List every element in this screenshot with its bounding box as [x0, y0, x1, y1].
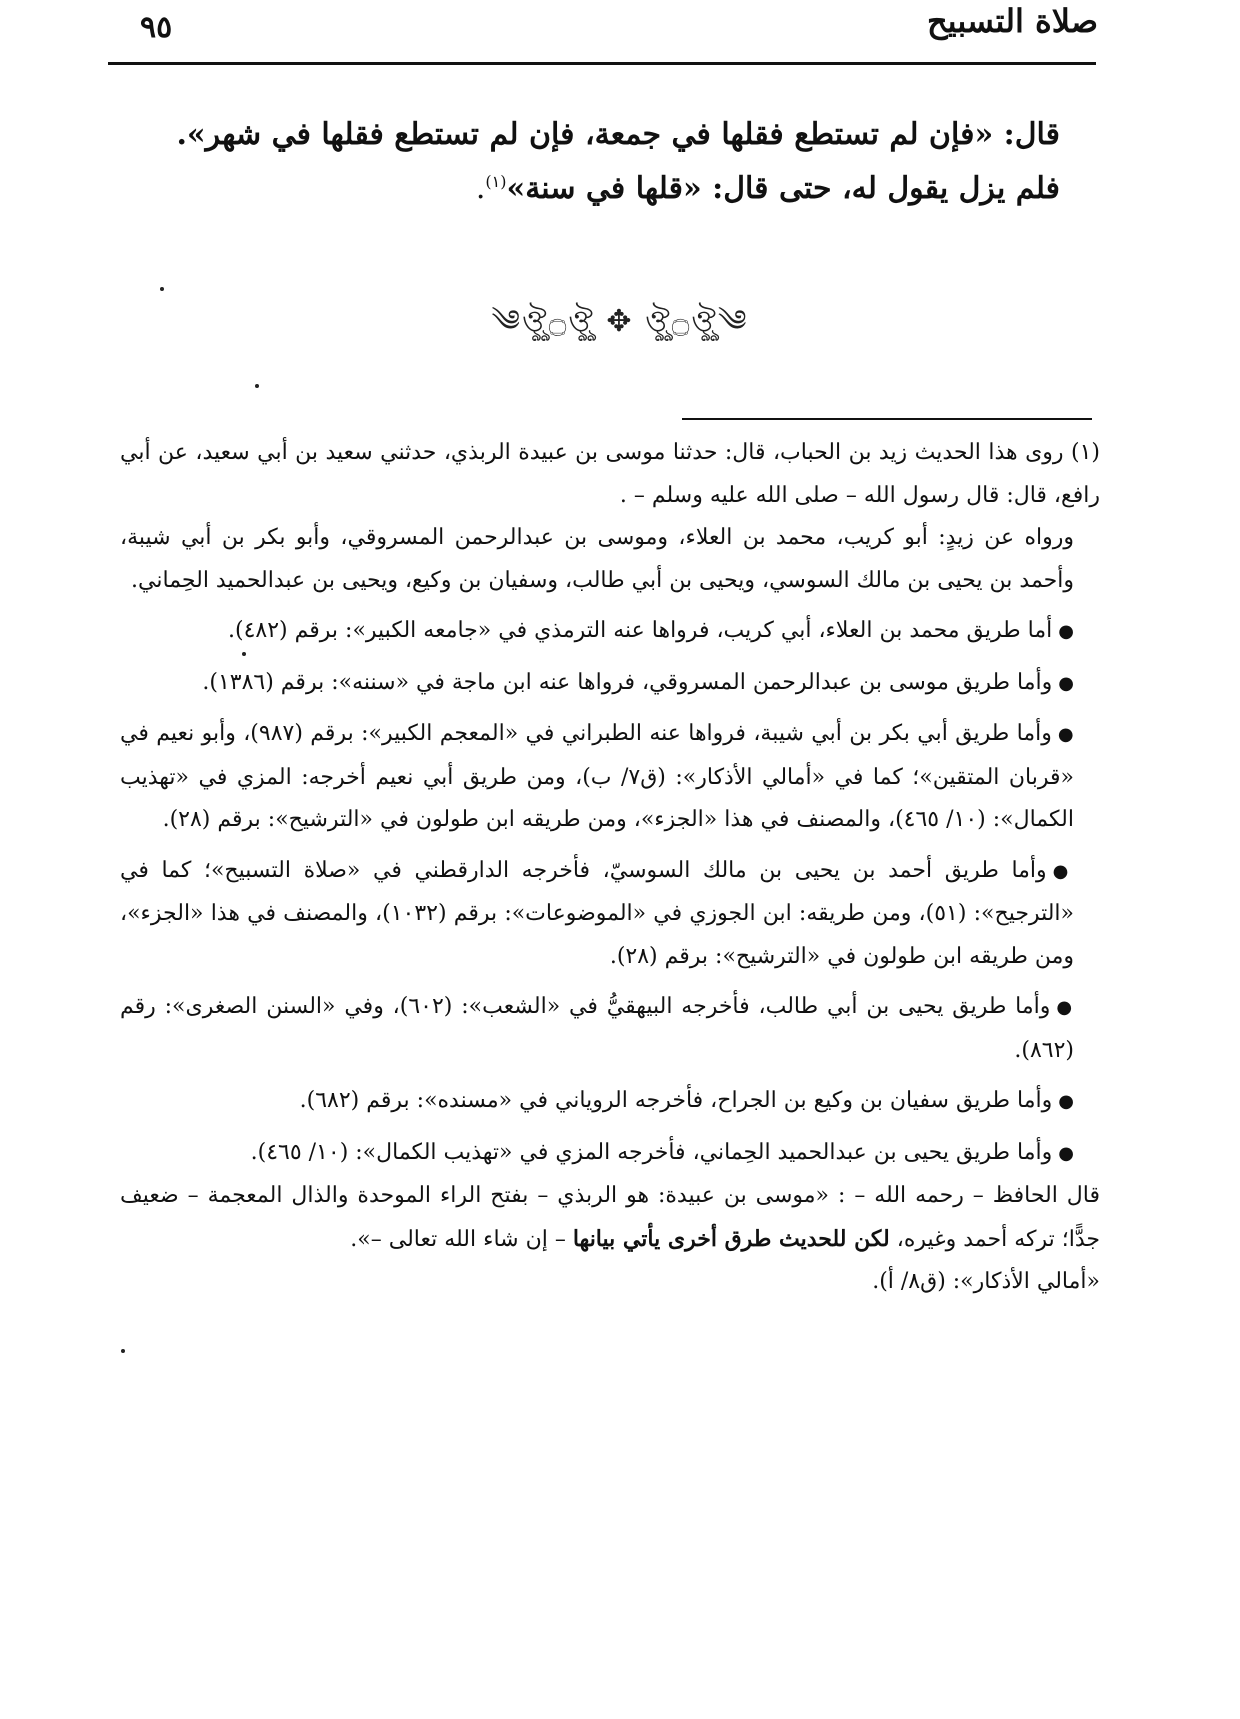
- main-line-2-text: فلم يزل يقول له، حتى قال: «قلها في سنة»: [506, 171, 1060, 206]
- quote-bold-text: لكن للحديث طرق أخرى يأتي بيانها: [572, 1225, 890, 1252]
- bullet-text: وأما طريق سفيان بن وكيع بن الجراح، فأخرجه الروياني في «مسنده»: برقم (٦٨٢).: [299, 1088, 1053, 1113]
- print-speck: [121, 1349, 125, 1353]
- main-line-1: قال: «فإن لم تستطع فقلها في جمعة، فإن لم تستطع فقلها في شهر».: [176, 117, 1060, 152]
- quote-text-end: – إن شاء الله تعالى –».: [350, 1226, 573, 1252]
- hafiz-quote: [120, 1175, 1100, 1261]
- bullet-icon: ●: [1057, 724, 1074, 745]
- quote-text: قال الحافظ – رحمه الله – : «موسى بن عبيدة: هو الربذي – بفتح الراء الموحدة والذال المعجمة – ضعيف جدًّا؛ تركه أحمد وغيره،: [120, 1183, 1100, 1252]
- bullet-text: وأما طريق أحمد بن يحيى بن مالك السوسيّ، فأخرجه الدارقطني في «صلاة التسبيح»؛ كما في «الترجيح»: (٥١)، ومن طريقه: ابن الجوزي في «الموضوعات»: برقم (١٠٣٢)، والمصنف في هذا «الجزء»، ومن طريقه ابن طولون في «الترشيح»: برقم (٢٨).: [120, 857, 1074, 969]
- ornament-divider-icon: ༄ঔৣ۝ঔৣ ✥ ঔৣ۝ঔৣ༄: [491, 304, 749, 339]
- page-number: ٩٥: [140, 10, 173, 45]
- header-rule: [108, 62, 1096, 65]
- footnote-bullet: [120, 1080, 1100, 1124]
- bullet-text: وأما طريق موسى بن عبدالرحمن المسروقي، فرواها عنه ابن ماجة في «سننه»: برقم (١٣٨٦).: [202, 669, 1053, 695]
- main-line-2-end: .: [475, 171, 486, 206]
- footnote-bullet: [120, 610, 1100, 654]
- footnote-narrators: ورواه عن زيدٍ: أبو كريب، محمد بن العلاء، وموسى بن عبدالرحمن المسروقي، وأبو بكر بن أبي شيبة، وأحمد بن يحيى بن مالك السوسي، ويحيى بن أبي طالب، وسفيان بن وكيع، ويحيى بن عبدالحميد الحِماني.: [120, 525, 1074, 593]
- main-text: [160, 108, 1060, 216]
- footnote-bullet: [120, 850, 1100, 979]
- footnote-bullet: [120, 662, 1100, 706]
- bullet-icon: ●: [1058, 621, 1074, 642]
- bullet-text: أما طريق محمد بن العلاء، أبي كريب، فرواها عنه الترمذي في «جامعه الكبير»: برقم (٤٨٢).: [228, 618, 1053, 643]
- bullet-icon: ●: [1052, 860, 1074, 882]
- bullet-text: وأما طريق يحيى بن أبي طالب، فأخرجه البيهقيُّ في «الشعب»: (٦٠٢)، وفي «السنن الصغرى»: رقم (٨٦٢).: [120, 994, 1074, 1063]
- quote-source: «أمالي الأذكار»: (ق٨/ أ).: [872, 1269, 1100, 1294]
- bullet-icon: ●: [1058, 672, 1074, 694]
- bullet-icon: ●: [1058, 1142, 1074, 1164]
- footnote-intro: (١) روى هذا الحديث زيد بن الحباب، قال: حدثنا موسى بن عبيدة الربذي، حدثني سعيد بن أبي سعيد، عن أبي رافع، قال: قال رسول الله – صلى الله عليه وسلم – .: [120, 440, 1100, 508]
- bullet-icon: ●: [1058, 1091, 1074, 1112]
- bullet-text: وأما طريق أبي بكر بن أبي شيبة، فرواها عنه الطبراني في «المعجم الكبير»: برقم (٩٨٧)، وأبو نعيم في «قربان المتقين»؛ كما في «أمالي الأذكار»: (ق٧/ ب)، ومن طريق أبي نعيم أخرجه: المزي في «تهذيب الكمال»: (١٠/ ٤٦٥)، والمصنف في هذا «الجزء»، ومن طريقه ابن طولون في «الترشيح»: برقم (٢٨).: [120, 721, 1074, 832]
- footnote-bullet: [120, 986, 1100, 1072]
- footnote-reference[interactable]: (١): [485, 172, 507, 191]
- footnote-bullet: [120, 1132, 1100, 1176]
- footnote-separator: [682, 418, 1092, 420]
- print-speck: [160, 287, 164, 291]
- running-title: صلاة التسبيح: [927, 2, 1098, 40]
- bullet-text: وأما طريق يحيى بن عبدالحميد الحِماني، فأخرجه المزي في «تهذيب الكمال»: (١٠/ ٤٦٥).: [250, 1139, 1053, 1165]
- bullet-icon: ●: [1056, 997, 1074, 1018]
- print-speck: [255, 384, 259, 388]
- main-line-2: [160, 162, 1060, 216]
- footnote-bullet: [120, 713, 1100, 842]
- footnotes: [120, 432, 1100, 1304]
